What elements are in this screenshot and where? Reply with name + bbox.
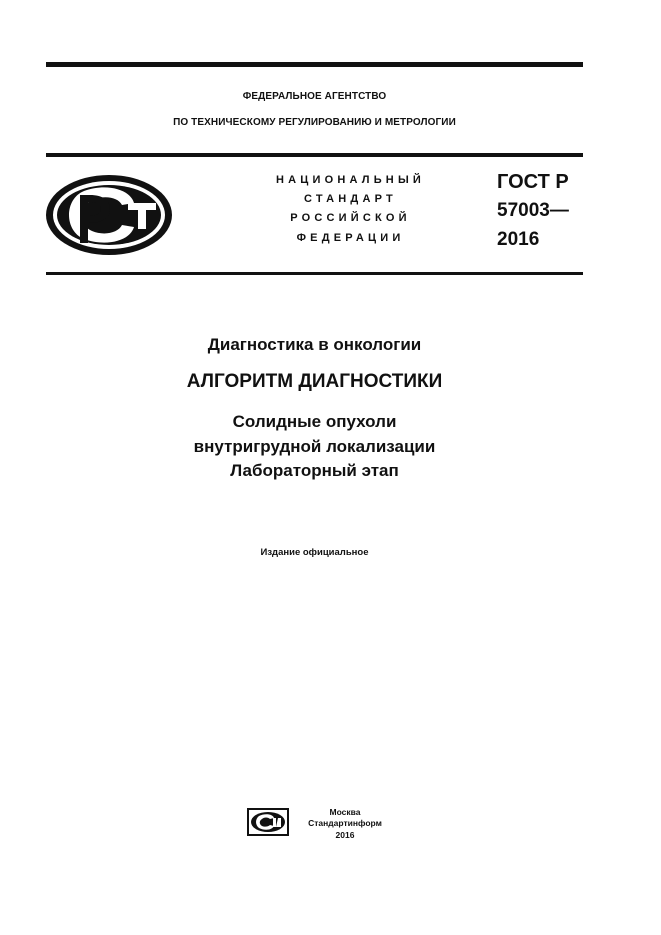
agency-line-2: ПО ТЕХНИЧЕСКОМУ РЕГУЛИРОВАНИЮ И МЕТРОЛОГИИ	[173, 117, 456, 128]
edition-label: Издание официальное	[260, 547, 369, 558]
agency-line-1: ФЕДЕРАЛЬНОЕ АГЕНТСТВО	[242, 91, 387, 102]
standard-type-line-4: ФЕДЕРАЦИИ	[296, 232, 405, 244]
publisher-year: 2016	[335, 830, 355, 840]
subtitle-line-2: внутригрудной локализации	[193, 437, 436, 456]
subtitle-line-1: Солидные опухоли	[232, 412, 397, 431]
rst-logo-icon	[44, 173, 174, 257]
standard-type-line-2: СТАНДАРТ	[304, 193, 397, 205]
bottom-rule	[46, 272, 583, 275]
standard-number-line-1: ГОСТ Р	[497, 171, 569, 193]
standartinform-logo-icon	[247, 808, 289, 836]
publisher-name: Стандартинформ	[308, 818, 382, 828]
subtitle-line-3: Лабораторный этап	[230, 461, 399, 480]
standard-number-line-2: 57003—	[497, 200, 569, 221]
title-main: АЛГОРИТМ ДИАГНОСТИКИ	[186, 371, 443, 392]
standard-number-line-3: 2016	[497, 229, 540, 250]
standard-type-line-1: НАЦИОНАЛЬНЫЙ	[275, 174, 426, 186]
standard-type-line-3: РОССИЙСКОЙ	[290, 212, 411, 224]
publisher-city: Москва	[329, 807, 361, 817]
top-rule	[46, 62, 583, 67]
title-line-1: Диагностика в онкологии	[207, 335, 422, 354]
middle-rule	[46, 153, 583, 157]
